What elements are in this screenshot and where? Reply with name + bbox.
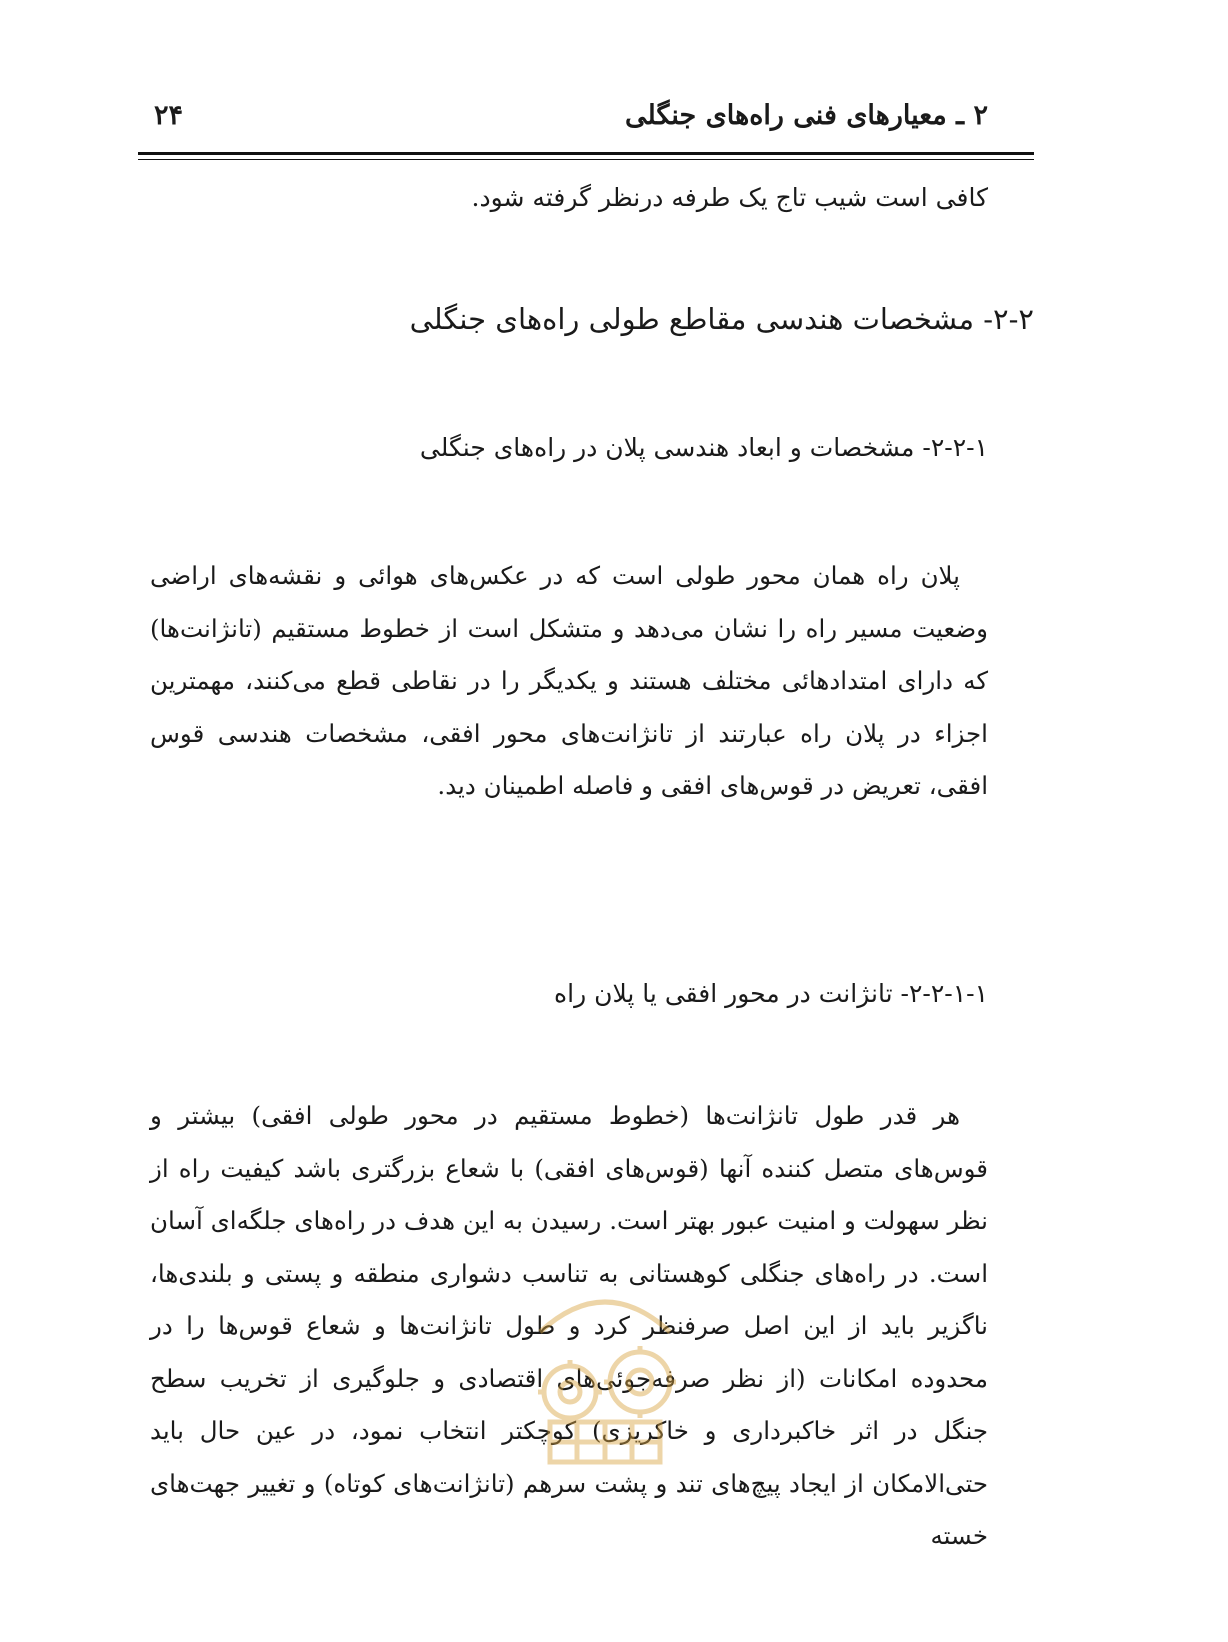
paragraph-plan-description: پلان راه همان محور طولی است که در عکس‌های هوائی و نقشه‌های اراضی وضعیت مسیر راه را نشان می‌دهد و متشکل است از خطوط مستقیم (تانژانت‌ها) که دارای امتدادهائی مختلف هستند و یکدیگر را در نقاطی قطع می‌کنند، مهمترین اجزاء در پلان راه عبارتند از تانژانت‌های محور افقی، مشخصات هندسی قوس افقی، تعریض در قوس‌های افقی و فاصله اطمینان دید. xyxy=(150,561,988,800)
running-title: ۲ ـ معیارهای فنی راه‌های جنگلی xyxy=(625,100,988,131)
section-heading-2-2-1: ۲-۲-۱- مشخصات و ابعاد هندسی پلان در راه‌های جنگلی xyxy=(419,433,988,462)
page-number: ۲۴ xyxy=(154,100,184,131)
header-rule-thin xyxy=(138,159,1034,160)
paragraph-tangent-description: هر قدر طول تانژانت‌ها (خطوط مستقیم در محور طولی افقی) بیشتر و قوس‌های متصل کننده آنها (قوس‌های افقی) با شعاع بزرگتری باشد کیفیت راه از نظر سهولت و امنیت عبور بهتر است. رسیدن به این هدف در راه‌های جلگه‌ای آسان است. در راه‌های جنگلی کوهستانی به تناسب دشواری منطقه و پستی و بلندی‌ها، ناگزیر باید از این اصل صرفنظر کرد و طول تانژانت‌ها و شعاع قوس‌ها را در محدوده امکانات (از نظر صرفه‌جوئی‌های اقتصادی و جلوگیری از تخریب سطح جنگل در اثر خاکبرداری و خاکریزی) کوچکتر انتخاب نمود، در عین حال باید حتی‌الامکان از ایجاد پیچ‌های تند و پشت سرهم (تانژانت‌های کوتاه) و تغییر جهت‌های خسته xyxy=(150,1101,988,1550)
continued-text: کافی است شیب تاج یک طرفه درنظر گرفته شود. xyxy=(471,183,988,212)
running-header xyxy=(138,96,988,146)
section-heading-2-2: ۲-۲- مشخصات هندسی مقاطع طولی راه‌های جنگلی xyxy=(409,302,1034,336)
stamp-gear-logo-icon xyxy=(510,1262,700,1472)
section-heading-2-2-1-1: ۲-۲-۱-۱- تانژانت در محور افقی یا پلان راه xyxy=(554,979,988,1008)
header-rule-thick xyxy=(138,152,1034,155)
